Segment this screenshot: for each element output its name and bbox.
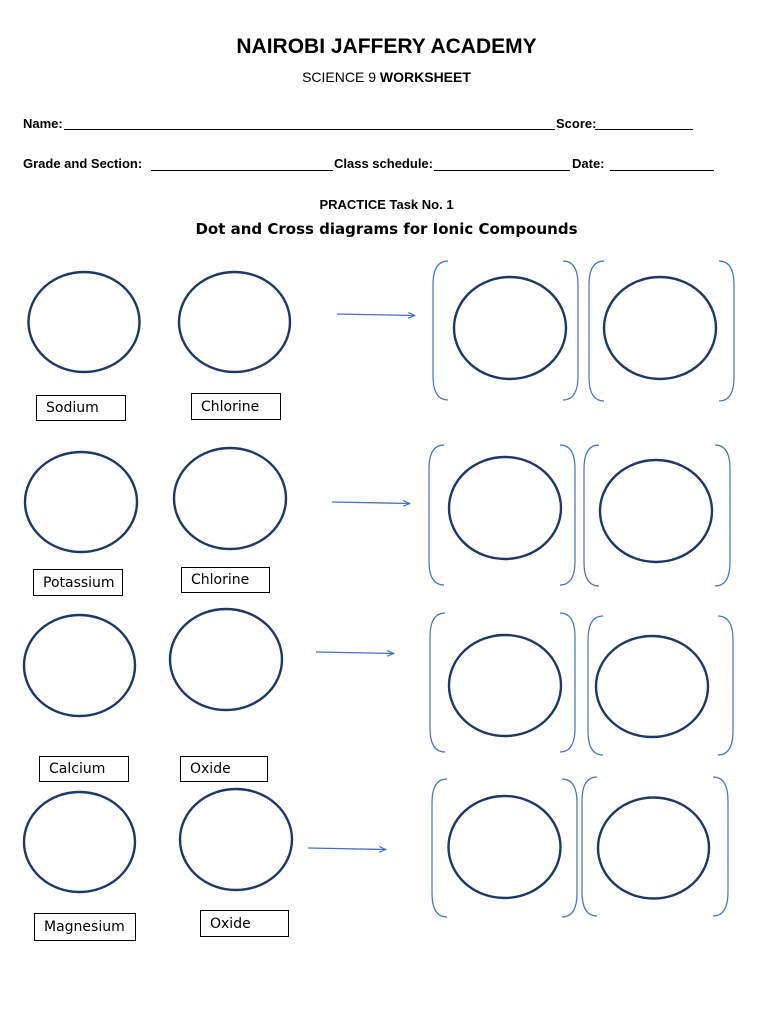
grade-section-label: Grade and Section:	[23, 156, 143, 171]
compound-row-4	[24, 777, 728, 917]
reaction-arrow	[337, 314, 415, 316]
compound-1-atom-a-label: Sodium	[36, 395, 126, 421]
compound-2-atom-a-label: Potassium	[33, 569, 123, 596]
compound-row-1	[29, 261, 735, 401]
reaction-arrow	[316, 652, 394, 654]
compound-4-atom-b-label: Oxide	[200, 910, 289, 937]
left-bracket	[432, 779, 447, 917]
left-bracket	[433, 261, 448, 400]
date-label: Date:	[572, 156, 605, 171]
ion-a-circle	[449, 635, 561, 736]
class-schedule-label: Class schedule:	[334, 156, 433, 171]
left-bracket	[582, 777, 597, 916]
subject-name: SCIENCE 9	[302, 69, 377, 85]
atom-a-circle	[24, 792, 135, 892]
ion-b-circle	[596, 636, 708, 737]
atom-b-circle	[170, 609, 282, 710]
score-label: Score:	[556, 116, 597, 131]
reaction-arrow	[308, 848, 386, 850]
school-name: NAIROBI JAFFERY ACADEMY	[236, 35, 537, 58]
atom-a-circle	[29, 272, 140, 372]
left-bracket	[430, 613, 445, 752]
ion-a-brackets	[429, 445, 575, 585]
document-type: WORKSHEET	[379, 69, 471, 85]
compound-4-atom-a-label: Magnesium	[34, 913, 136, 941]
left-bracket	[429, 445, 444, 585]
right-bracket	[562, 779, 577, 917]
atom-a-circle	[25, 452, 137, 552]
compound-1-atom-b-label: Chlorine	[191, 393, 281, 420]
name-label: Name:	[23, 116, 63, 131]
ion-b-circle	[600, 460, 712, 562]
task-title: Dot and Cross diagrams for Ionic Compounds	[195, 220, 578, 238]
compound-2-atom-b-label: Chlorine	[181, 567, 270, 593]
ion-a-circle	[449, 796, 561, 898]
compound-3-atom-a-label: Calcium	[39, 756, 129, 782]
compound-row-2	[25, 445, 730, 586]
atom-b-circle	[174, 448, 286, 549]
right-bracket	[713, 777, 728, 916]
right-bracket	[560, 445, 575, 585]
reaction-arrow	[332, 502, 410, 504]
compound-row-3	[24, 609, 733, 755]
right-bracket	[715, 445, 730, 586]
atom-b-circle	[179, 272, 290, 372]
ion-b-circle	[598, 798, 709, 899]
right-bracket	[560, 613, 575, 752]
ion-b-brackets	[584, 445, 730, 586]
task-number: PRACTICE Task No. 1	[319, 197, 454, 212]
ion-b-circle	[604, 277, 716, 379]
left-bracket	[584, 445, 599, 586]
right-bracket	[718, 616, 733, 755]
ion-a-circle	[454, 277, 566, 379]
ion-a-circle	[449, 457, 561, 559]
ion-a-brackets	[432, 779, 577, 917]
left-bracket	[589, 261, 604, 401]
atom-a-circle	[24, 615, 135, 716]
compound-3-atom-b-label: Oxide	[180, 756, 268, 782]
right-bracket	[719, 261, 734, 401]
atom-b-circle	[180, 789, 292, 890]
